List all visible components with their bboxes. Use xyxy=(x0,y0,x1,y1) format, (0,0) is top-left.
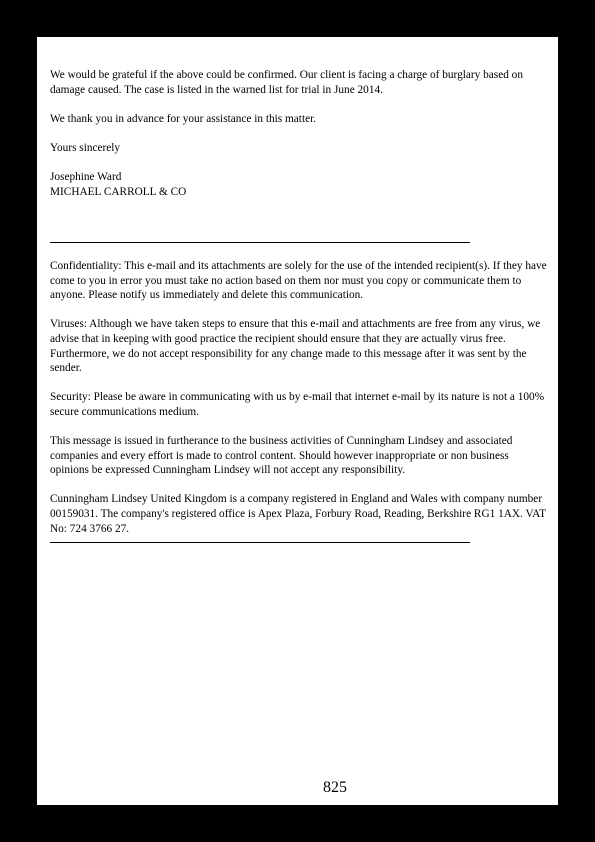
page-content xyxy=(50,68,550,544)
document-page xyxy=(37,37,558,805)
disclaimer-registration: Cunningham Lindsey United Kingdom is a company registered in England and Wales with company number 00159031. The company's registered office is Apex Plaza, Forbury Road, Reading, Berkshire RG1 1AX. VAT No: 724 3766 27. xyxy=(50,493,546,535)
disclaimer-bottom-rule xyxy=(50,542,470,544)
signatory-name: Josephine Ward xyxy=(50,171,122,184)
disclaimer-business: This message is issued in furtherance to the business activities of Cunningham Lindsey and associated companies and every effort is made to control content. Should however inappropriate or non business opinions be expressed Cunningham Lindsey will not accept any responsibility. xyxy=(50,435,513,477)
letter-paragraph-thanks: We thank you in advance for your assistance in this matter. xyxy=(50,112,317,125)
page-number: 825 xyxy=(323,779,347,796)
letter-paragraph-confirmation: We would be grateful if the above could be confirmed. Our client is facing a charge of burglary based on damage caused. The case is listed in the warned list for trial in June 2014. xyxy=(50,69,523,96)
disclaimer-top-rule xyxy=(50,242,470,244)
signature-block xyxy=(50,170,550,199)
disclaimer-viruses: Viruses: Although we have taken steps to ensure that this e-mail and attachments are free from any virus, we advise that in keeping with good practice the recipient should ensure that they are actually virus free. Furthermore, we do not accept responsibility for any change made to this message after it was sent by the sender. xyxy=(50,318,541,375)
disclaimer-confidentiality: Confidentiality: This e-mail and its attachments are solely for the use of the intended recipient(s). If they have come to you in error you must take no action based on them nor must you copy or communicate them to anyone. Please notify us immediately and delete this communication. xyxy=(50,259,547,302)
disclaimer-security: Security: Please be aware in communicating with us by e-mail that internet e-mail by its nature is not a 100% secure communications medium. xyxy=(50,391,545,418)
signatory-firm: MICHAEL CARROLL & CO xyxy=(50,185,187,198)
letter-closing: Yours sincerely xyxy=(50,141,121,154)
